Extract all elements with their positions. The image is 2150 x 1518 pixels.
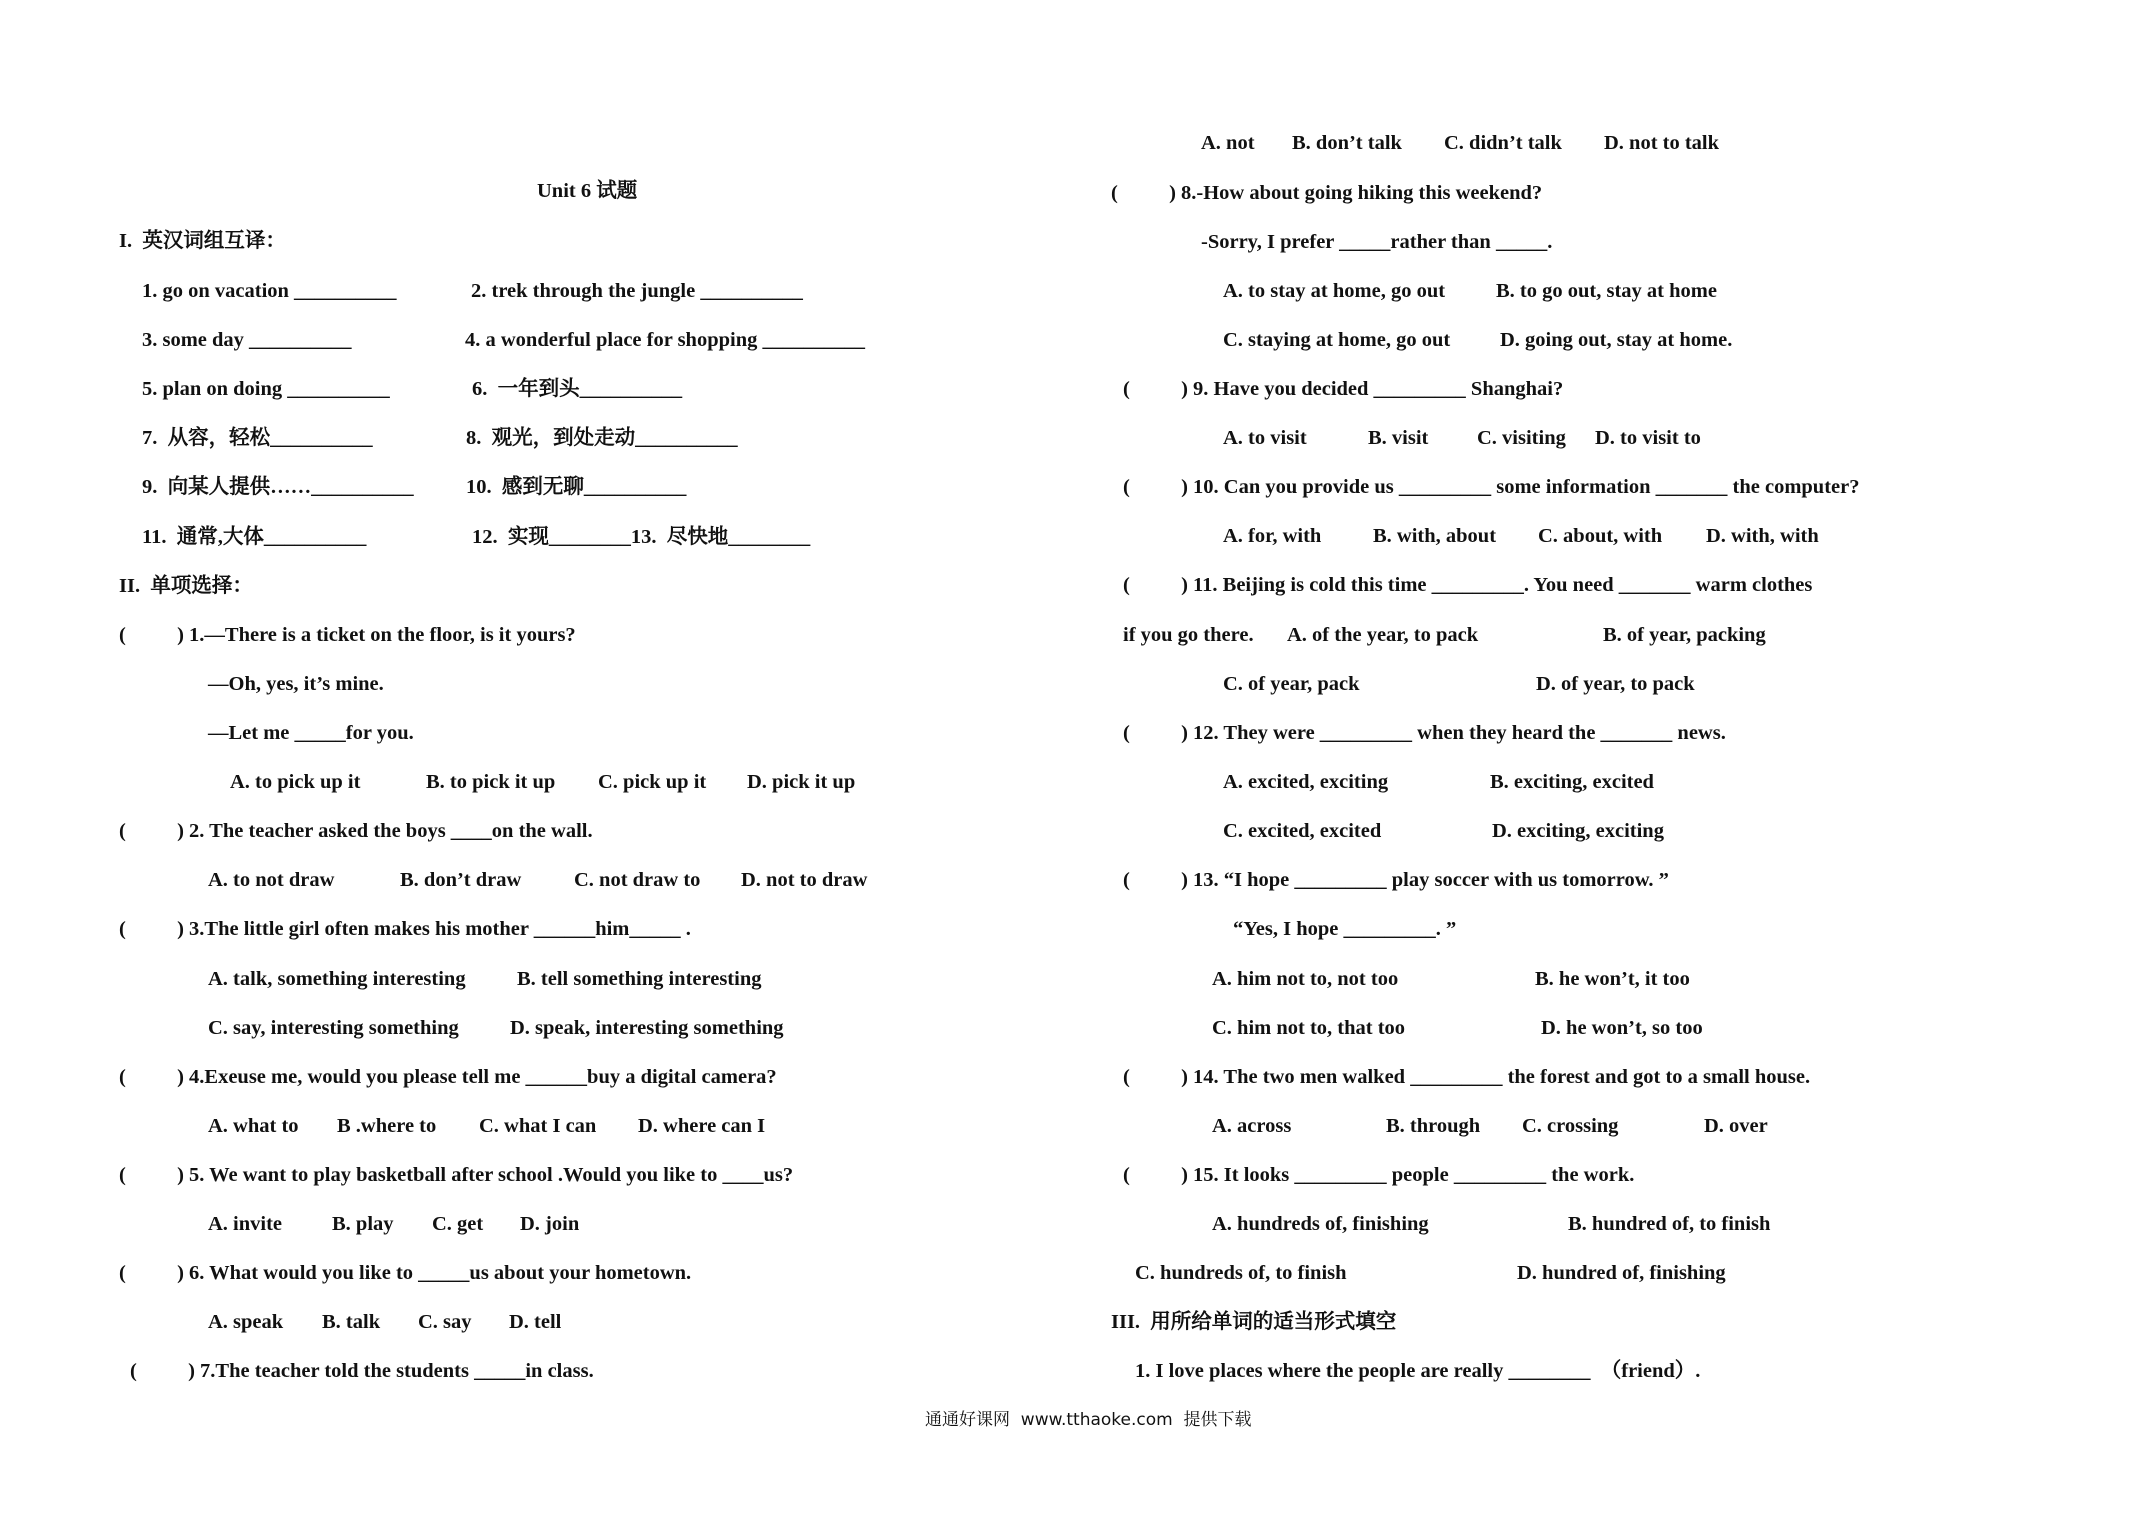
- question-15-option-d: D. hundred of, finishing: [1517, 1262, 1726, 1284]
- question-7-option-b: B. don’t talk: [1292, 132, 1402, 154]
- question-1-option-a: A. to pick up it: [230, 771, 361, 793]
- question-2-option-d: D. not to draw: [741, 869, 868, 891]
- vocab-item-9: 9. 向某人提供……__________: [142, 476, 414, 498]
- question-6-option-b: B. talk: [322, 1311, 381, 1333]
- question-2-option-b: B. don’t draw: [400, 869, 522, 891]
- question-9-stem: ( ) 9. Have you decided _________ Shanghai?: [1123, 378, 1564, 400]
- question-10-option-c: C. about, with: [1538, 525, 1663, 547]
- question-8-stem: ( ) 8.-How about going hiking this weekend?: [1111, 182, 1543, 204]
- question-9-option-c: C. visiting: [1477, 427, 1566, 449]
- question-10-stem: ( ) 10. Can you provide us _________ some information _______ the computer?: [1123, 476, 1860, 498]
- question-6-option-a: A. speak: [208, 1311, 284, 1333]
- vocab-item-12-13: 12. 实现________13. 尽快地________: [472, 526, 811, 548]
- question-9-option-d: D. to visit to: [1595, 427, 1701, 449]
- page-title: Unit 6 试题: [537, 180, 638, 202]
- question-1-option-b: B. to pick it up: [426, 771, 556, 793]
- question-13-option-a: A. him not to, not too: [1212, 968, 1399, 990]
- question-15-option-b: B. hundred of, to finish: [1568, 1213, 1771, 1235]
- question-8-option-b: B. to go out, stay at home: [1496, 280, 1717, 302]
- question-12-option-d: D. exciting, exciting: [1492, 820, 1664, 842]
- question-1-option-d: D. pick it up: [747, 771, 856, 793]
- question-11-option-b: B. of year, packing: [1603, 624, 1766, 646]
- question-6-stem: ( ) 6. What would you like to _____us about your hometown.: [119, 1262, 692, 1284]
- question-15-option-a: A. hundreds of, finishing: [1212, 1213, 1429, 1235]
- question-8-option-d: D. going out, stay at home.: [1500, 329, 1733, 351]
- question-7-option-d: D. not to talk: [1604, 132, 1720, 154]
- question-13-dialogue-2: “Yes, I hope _________. ”: [1233, 918, 1457, 940]
- question-8-dialogue-2: -Sorry, I prefer _____rather than _____.: [1201, 231, 1553, 253]
- question-4-option-b: B .where to: [337, 1115, 437, 1137]
- question-7-stem: ( ) 7.The teacher told the students _____in class.: [130, 1360, 594, 1382]
- question-1-dialogue-2: —Oh, yes, it’s mine.: [208, 673, 384, 695]
- question-5-option-b: B. play: [332, 1213, 394, 1235]
- vocab-item-4: 4. a wonderful place for shopping __________: [465, 329, 865, 351]
- question-14-option-d: D. over: [1704, 1115, 1768, 1137]
- question-14-option-b: B. through: [1386, 1115, 1481, 1137]
- question-2-option-a: A. to not draw: [208, 869, 335, 891]
- question-14-option-c: C. crossing: [1522, 1115, 1619, 1137]
- question-1-stem: ( ) 1.—There is a ticket on the floor, is it yours?: [119, 624, 576, 646]
- footer-credit: 通通好课网 www.tthaoke.com 提供下载: [925, 1410, 1252, 1430]
- question-12-option-b: B. exciting, excited: [1490, 771, 1654, 793]
- vocab-item-2: 2. trek through the jungle __________: [471, 280, 803, 302]
- question-3-option-c: C. say, interesting something: [208, 1017, 459, 1039]
- question-15-option-c: C. hundreds of, to finish: [1135, 1262, 1347, 1284]
- question-2-stem: ( ) 2. The teacher asked the boys ____on the wall.: [119, 820, 593, 842]
- vocab-item-3: 3. some day __________: [142, 329, 352, 351]
- question-5-option-c: C. get: [432, 1213, 484, 1235]
- section3-question-1: 1. I love places where the people are really ________ （friend）.: [1135, 1360, 1701, 1382]
- question-13-option-b: B. he won’t, it too: [1535, 968, 1690, 990]
- question-7-option-a: A. not: [1201, 132, 1255, 154]
- question-1-option-c: C. pick up it: [598, 771, 707, 793]
- vocab-item-6: 6. 一年到头__________: [472, 378, 683, 400]
- section3-heading: III. 用所给单词的适当形式填空: [1111, 1311, 1397, 1333]
- question-1-dialogue-3: —Let me _____for you.: [208, 722, 414, 744]
- question-6-option-c: C. say: [418, 1311, 472, 1333]
- question-10-option-d: D. with, with: [1706, 525, 1819, 547]
- question-5-option-a: A. invite: [208, 1213, 283, 1235]
- vocab-item-7: 7. 从容，轻松__________: [142, 427, 373, 449]
- question-4-option-c: C. what I can: [479, 1115, 597, 1137]
- vocab-item-11: 11. 通常,大体__________: [142, 526, 367, 548]
- question-9-option-a: A. to visit: [1223, 427, 1307, 449]
- vocab-item-8: 8. 观光，到处走动__________: [466, 427, 738, 449]
- question-8-option-a: A. to stay at home, go out: [1223, 280, 1446, 302]
- question-13-stem: ( ) 13. “I hope _________ play soccer with us tomorrow. ”: [1123, 869, 1669, 891]
- question-5-option-d: D. join: [520, 1213, 580, 1235]
- question-10-option-a: A. for, with: [1223, 525, 1322, 547]
- question-15-stem: ( ) 15. It looks _________ people _________ the work.: [1123, 1164, 1635, 1186]
- question-12-stem: ( ) 12. They were _________ when they heard the _______ news.: [1123, 722, 1726, 744]
- vocab-item-1: 1. go on vacation __________: [142, 280, 397, 302]
- question-12-option-c: C. excited, excited: [1223, 820, 1382, 842]
- question-4-option-d: D. where can I: [638, 1115, 766, 1137]
- section2-heading: II. 单项选择：: [119, 575, 253, 597]
- question-3-option-a: A. talk, something interesting: [208, 968, 466, 990]
- question-8-option-c: C. staying at home, go out: [1223, 329, 1451, 351]
- question-6-option-d: D. tell: [509, 1311, 562, 1333]
- vocab-item-10: 10. 感到无聊__________: [466, 476, 687, 498]
- question-14-stem: ( ) 14. The two men walked _________ the forest and got to a small house.: [1123, 1066, 1811, 1088]
- question-11-option-a: A. of the year, to pack: [1287, 624, 1479, 646]
- question-13-option-c: C. him not to, that too: [1212, 1017, 1406, 1039]
- question-9-option-b: B. visit: [1368, 427, 1429, 449]
- question-5-stem: ( ) 5. We want to play basketball after school .Would you like to ____us?: [119, 1164, 794, 1186]
- question-11-option-c: C. of year, pack: [1223, 673, 1360, 695]
- question-4-stem: ( ) 4.Exeuse me, would you please tell me ______buy a digital camera?: [119, 1066, 777, 1088]
- question-11-option-d: D. of year, to pack: [1536, 673, 1695, 695]
- question-11-stem: ( ) 11. Beijing is cold this time _________. You need _______ warm clothes: [1123, 574, 1813, 596]
- question-4-option-a: A. what to: [208, 1115, 299, 1137]
- question-12-option-a: A. excited, exciting: [1223, 771, 1389, 793]
- question-3-option-b: B. tell something interesting: [517, 968, 762, 990]
- question-2-option-c: C. not draw to: [574, 869, 701, 891]
- section1-heading: I. 英汉词组互译：: [119, 230, 286, 252]
- question-3-stem: ( ) 3.The little girl often makes his mother ______him_____ .: [119, 918, 691, 940]
- question-3-option-d: D. speak, interesting something: [510, 1017, 784, 1039]
- question-14-option-a: A. across: [1212, 1115, 1292, 1137]
- vocab-item-5: 5. plan on doing __________: [142, 378, 390, 400]
- question-13-option-d: D. he won’t, so too: [1541, 1017, 1703, 1039]
- question-11-stem-continued: if you go there.: [1123, 624, 1254, 646]
- question-7-option-c: C. didn’t talk: [1444, 132, 1562, 154]
- question-10-option-b: B. with, about: [1373, 525, 1497, 547]
